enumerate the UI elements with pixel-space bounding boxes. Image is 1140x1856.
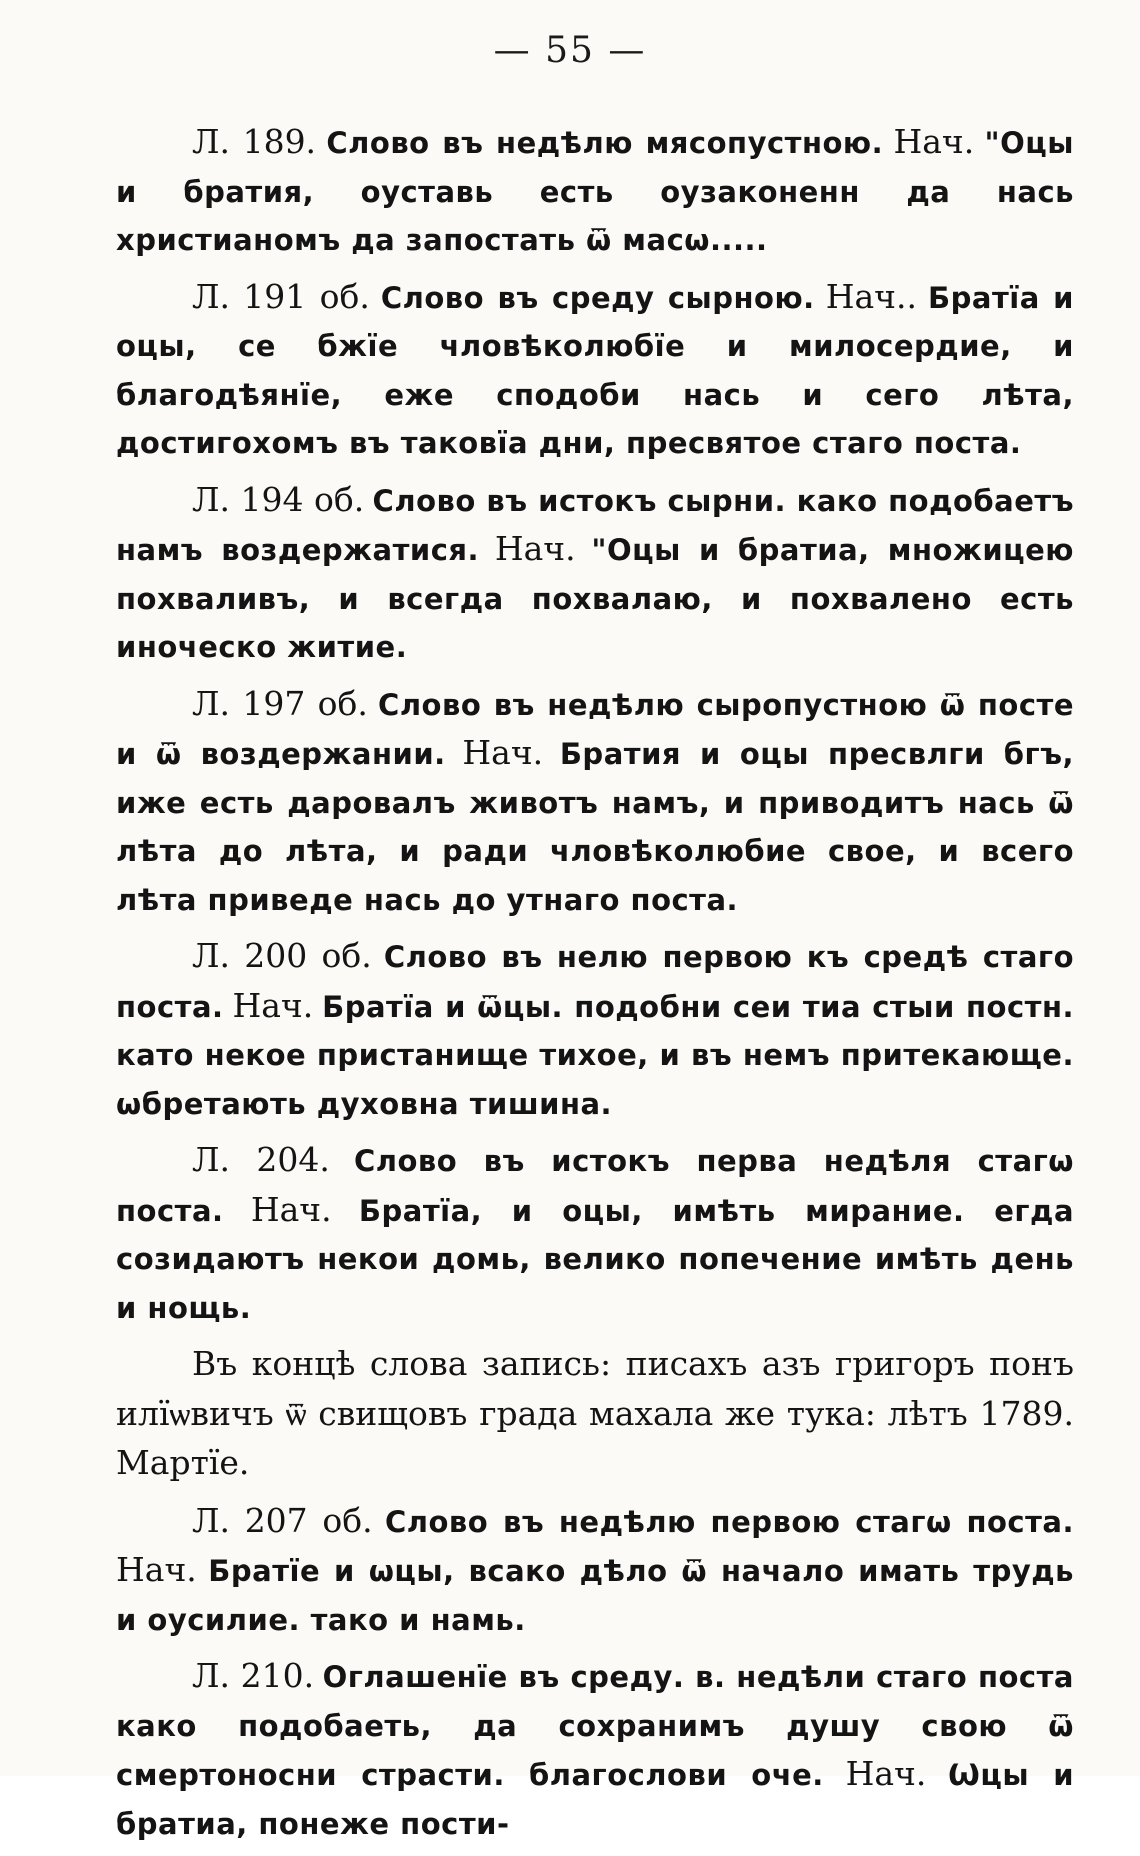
catalog-entry-210 (116, 1652, 1074, 1848)
entry-heading: Слово въ недѣлю первою стагѡ поста. (384, 1504, 1074, 1539)
entry-heading: Слово въ недѣлю сыропустною ѿ посте и ѿ воздержании. (116, 687, 1075, 771)
incipit-text: Братїа, и оцы, имѣть мирание. егда созидаютъ некои домь, велико попечение имѣть день и нощь. (116, 1193, 1075, 1325)
incipit-text: Ѡцы и братиа, понеже пости- (116, 1758, 1075, 1841)
entry-heading: Слово въ среду сырною. (380, 280, 815, 315)
incipit-text: "Оцы и братия, оуставь есть оузаконенн да нась христианомъ да запостать ѿ масѡ..... (116, 126, 1075, 257)
incipit-marker: Нач. (845, 1754, 927, 1793)
folio-reference: Л. 207 об. (192, 1500, 373, 1540)
incipit-marker: Нач.. (825, 276, 917, 316)
entry-heading: Оглашенїе въ среду. в. недѣли стаго поста како подобаеть, да сохранимъ душу свою ѿ смертоносни страсти. благослови оче. (116, 1660, 1074, 1792)
folio-reference: Л. 204. (192, 1140, 330, 1179)
folio-reference: Л. 210. (192, 1656, 315, 1695)
incipit-marker: Нач. (893, 122, 975, 161)
catalog-entry-191 (116, 273, 1074, 468)
entry-heading: Слово въ истокъ сырни. како подобаетъ намъ воздержатися. (116, 483, 1075, 567)
incipit-text: Братїа и оцы, се бжїе чловѣколюбїе и милосердие, и благодѣянїе, еже сподоби нась и сего лѣта, достигохомъ въ таковїа дни, пресвятое стаго поста. (116, 280, 1074, 460)
catalog-entry-204 (116, 1136, 1074, 1332)
incipit-marker: Нач. (250, 1189, 332, 1229)
incipit-marker: Нач. (232, 985, 314, 1025)
colophon-text: Въ концѣ слова запись: писахъ азъ григоръ понъ илїѡвичъ ѿ свищовъ града махала же тука: лѣтъ 1789. Мартїе. (116, 1344, 1074, 1482)
folio-reference: Л. 189. (192, 122, 317, 161)
catalog-entry-207 (116, 1497, 1074, 1645)
incipit-marker: Нач. (462, 733, 544, 772)
catalog-entry-189 (116, 118, 1074, 265)
incipit-text: Братїе и ѡцы, всако дѣло ѿ начало имать трудь и оусилие. тако и намь. (116, 1554, 1074, 1637)
folio-reference: Л. 191 об. (192, 276, 370, 316)
folio-reference: Л. 197 об. (192, 683, 368, 723)
folio-reference: Л. 194 об. (192, 479, 365, 519)
catalog-entry-197 (116, 680, 1074, 925)
entry-heading: Слово въ нелю первою къ средѣ стаго поста. (116, 940, 1074, 1024)
entry-heading: Слово въ недѣлю мясопустною. (326, 126, 884, 160)
incipit-marker: Нач. (494, 529, 576, 568)
catalog-entry-194 (116, 476, 1074, 672)
colophon-note (116, 1340, 1074, 1489)
page-number: — 55 — (493, 30, 647, 71)
incipit-text: Братїа и ѿцы. подобни сеи тиа стыи постн. като некое пристанище тихое, и въ немъ притекающе. ѡбретають духовна тишина. (116, 989, 1075, 1121)
incipit-text: Братия и оцы пресвлги бгъ, иже есть даровалъ животъ намъ, и приводитъ нась ѿ лѣта до лѣта, и ради чловѣколюбие свое, и всего лѣта приведе нась до утнаго поста. (116, 737, 1075, 917)
entry-heading: Слово въ истокъ перва недѣля стагѡ поста. (116, 1144, 1075, 1228)
catalog-entry-200 (116, 932, 1074, 1128)
incipit-marker: Нач. (116, 1550, 197, 1589)
folio-reference: Л. 200 об. (192, 936, 372, 975)
incipit-text: "Оцы и братиа, множицею похваливъ, и всегда похвалаю, и похвалено есть иноческо житие. (116, 533, 1074, 664)
catalog-text (116, 118, 1074, 1856)
